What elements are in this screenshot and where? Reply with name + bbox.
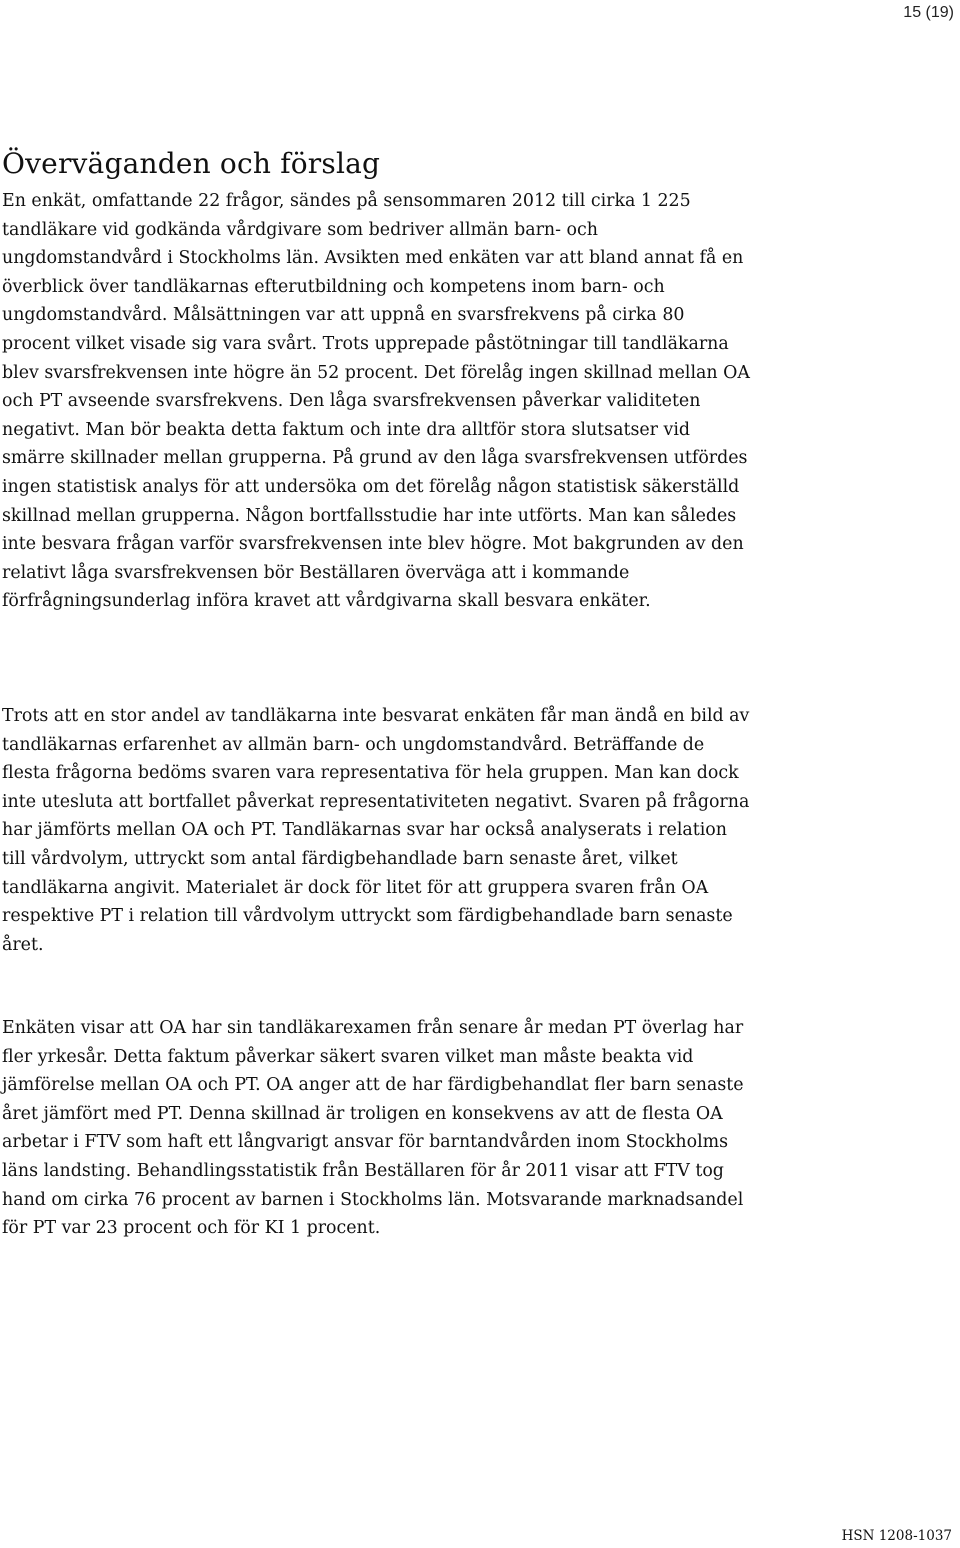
- section-heading: Överväganden och förslag: [2, 147, 381, 180]
- paragraph-representativeness: Trots att en stor andel av tandläkarna inte besvarat enkäten får man ändå en bild av tandläkarnas erfarenhet av allmän barn- och ungdomstandvård. Beträffande de flesta frågorna bedöms svaren vara representativa för hela gruppen. Man kan dock inte utesluta att bortfallet påverkat representativiteten negativt. Svaren på frågorna har jämförts mellan OA och PT. Tandläkarnas svar har också analyserats i relation till vårdvolym, uttryckt som antal färdigbehandlade barn senaste året, vilket tandläkarna angivit. Materialet är dock för litet för att gruppera svaren från OA respektive PT i relation till vårdvolym uttryckt som färdigbehandlade barn senaste året.: [2, 706, 750, 955]
- document-id: HSN 1208-1037: [841, 1528, 952, 1544]
- paragraph-oa-vs-pt: Enkäten visar att OA har sin tandläkarexamen från senare år medan PT överlag har fler yrkesår. Detta faktum påverkar säkert svaren vilket man måste beakta vid jämförelse mellan OA och PT. OA anger att de har färdigbehandlat fler barn senaste året jämfört med PT. Denna skillnad är troligen en konsekvens av att de flesta OA arbetar i FTV som haft ett långvarigt ansvar för barntandvården inom Stockholms läns landsting. Behandlingsstatistik från Beställaren för år 2011 visar att FTV tog hand om cirka 76 procent av barnen i Stockholms län. Motsvarande marknadsandel för PT var 23 procent och för KI 1 procent.: [2, 1018, 744, 1239]
- paragraph-survey-response: En enkät, omfattande 22 frågor, sändes på sensommaren 2012 till cirka 1 225 tandläkare vid godkända vårdgivare som bedriver allmän barn- och ungdomstandvård i Stockholms län. Avsikten med enkäten var att bland annat få en överblick över tandläkarnas efterutbildning och kompetens inom barn- och ungdomstandvård. Målsättningen var att uppnå en svarsfrekvens på cirka 80 procent vilket visade sig vara svårt. Trots upprepade påstötningar till tandläkarna blev svarsfrekvensen inte högre än 52 procent. Det förelåg ingen skillnad mellan OA och PT avseende svarsfrekvens. Den låga svarsfrekvensen påverkar validiteten negativt. Man bör beakta detta faktum och inte dra alltför stora slutsatser vid smärre skillnader mellan grupperna. På grund av den låga svarsfrekvensen utfördes ingen statistisk analys för att undersöka om det förelåg någon statistisk säkerställd skillnad mellan grupperna. Någon bortfallsstudie har inte utförts. Man kan således inte besvara frågan varför svarsfrekvensen inte blev högre. Mot bakgrunden av den relativt låga svarsfrekvensen bör Beställaren överväga att i kommande förfrågningsunderlag införa kravet att vårdgivarna skall besvara enkäter.: [2, 191, 750, 612]
- page-number: 15 (19): [903, 4, 954, 21]
